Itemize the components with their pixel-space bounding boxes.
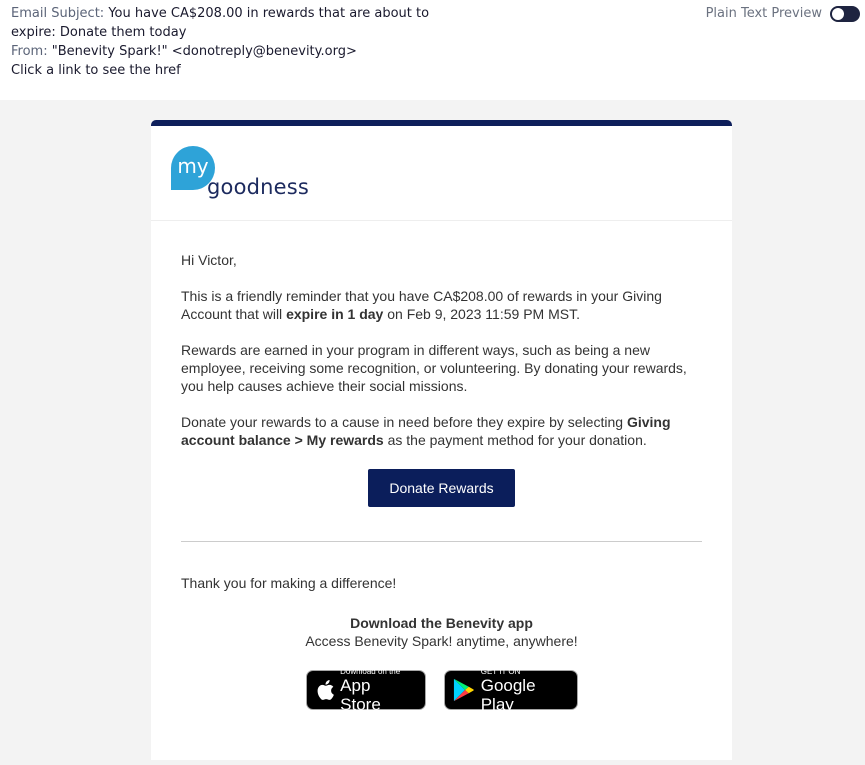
plain-text-preview-label: Plain Text Preview [705, 6, 822, 21]
store-badges [181, 666, 702, 714]
donate-rewards-button[interactable]: Donate Rewards [368, 469, 514, 507]
button-wrapper [181, 469, 702, 507]
logo-header [151, 126, 732, 221]
app-download-title: Download the Benevity app [350, 615, 533, 631]
mygoodness-logo-text: goodness [207, 175, 310, 199]
app-store-big-text: App Store [340, 675, 381, 714]
google-play-small-text: GET IT ON [480, 666, 521, 676]
google-play-icon [453, 677, 475, 703]
app-store-badge[interactable] [306, 666, 426, 714]
reminder-paragraph [181, 287, 702, 323]
google-play-badge[interactable] [444, 666, 578, 714]
reminder-expiry-bold: expire in 1 day [286, 306, 384, 322]
greeting: Hi Victor, [181, 252, 237, 268]
email-card [151, 120, 732, 760]
toggle-knob [832, 8, 844, 20]
instructions-bold: Giving account balance > My rewards [181, 414, 671, 448]
apple-icon [315, 678, 335, 702]
plain-text-preview [706, 4, 860, 23]
app-download-subtitle: Access Benevity Spark! anytime, anywhere! [305, 633, 578, 649]
from-text: "Benevity Spark!" <donotreply@benevity.org> [51, 44, 357, 59]
app-store-small-text: Download on the [340, 666, 401, 676]
link-hint: Click a link to see the href [11, 63, 181, 78]
from-label: From: [11, 44, 48, 59]
google-play-big-text: Google Play [480, 675, 536, 714]
app-store-badge-text [340, 667, 414, 714]
reminder-text-a: This is a friendly reminder that you have CA$208.00 of rewards in your Giving Account that will [181, 288, 662, 322]
email-body [151, 221, 732, 714]
rewards-explainer-paragraph: Rewards are earned in your program in different ways, such as being a new employee, receiving some recognition, or volunteering. By donating your rewards, you help causes achieve their social missions. [181, 342, 687, 394]
subject-text: You have CA$208.00 in rewards that are about to expire: Donate them today [11, 6, 430, 40]
plain-text-toggle[interactable] [830, 6, 860, 22]
from-line [11, 42, 854, 61]
instructions-text-a: Donate your rewards to a cause in need before they expire by selecting [181, 414, 627, 430]
email-meta-header [0, 0, 865, 100]
thanks-text: Thank you for making a difference! [181, 575, 397, 591]
subject-line [11, 4, 431, 42]
donate-instructions-paragraph [181, 413, 702, 449]
google-play-badge-text [481, 667, 567, 714]
instructions-text-b: as the payment method for your donation. [383, 432, 647, 448]
reminder-text-b: on Feb 9, 2023 11:59 PM MST. [383, 306, 580, 322]
subject-label: Email Subject: [11, 6, 105, 21]
divider [181, 541, 702, 542]
mygoodness-logo-bubble: my [171, 146, 215, 190]
